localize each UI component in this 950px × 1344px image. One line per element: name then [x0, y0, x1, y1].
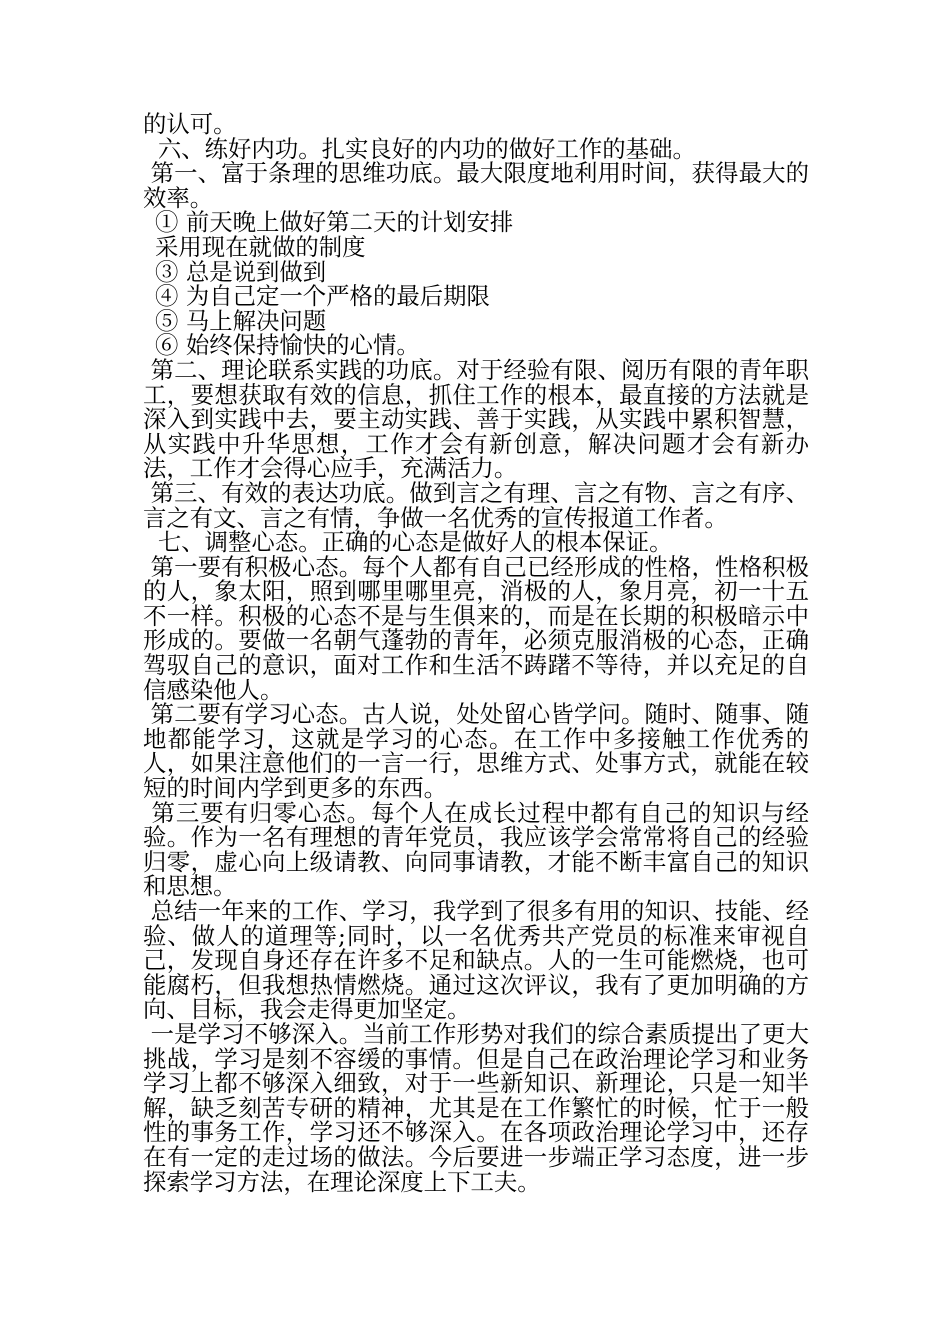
paragraph-positive-mindset: 第一要有积极心态。每个人都有自己已经形成的性格，性格积极的人，象太阳，照到哪里哪里亮，消极的人，象月亮，初一十五不一样。积极的心态不是与生俱来的，而是在长期的积极暗示中形成的。要做一名朝气蓬勃的青年，必须克服消极的心态，正确驾驭自己的意识，面对工作和生活不踌躇不等待，并以充足的自信感染他人。 [143, 552, 810, 704]
paragraph-practice-skill: 第二、理论联系实践的功底。对于经验有限、阅历有限的青年职工，要想获取有效的信息，抓住工作的根本，最直接的方法就是深入到实践中去，要主动实践、善于实践，从实践中累积智慧，从实践中升华思想，工作才会有新创意，解决问题才会有新办法，工作才会得心应手，充满活力。 [143, 355, 810, 483]
section-heading-7: 七、调整心态。正确的心态是做好人的根本保证。 [143, 528, 673, 557]
list-item-3: ③ 总是说到做到 [155, 257, 327, 286]
list-item-1: ① 前天晚上做好第二天的计划安排 [155, 208, 514, 237]
paragraph-continuation: 的认可。 [143, 110, 237, 138]
document-page [143, 112, 809, 1194]
paragraph-thinking-skill: 第一、富于条理的思维功底。最大限度地利用时间，获得最大的效率。 [143, 159, 810, 212]
list-item-4: ④ 为自己定一个严格的最后期限 [155, 282, 490, 311]
paragraph-learning-mindset: 第二要有学习心态。古人说，处处留心皆学问。随时、随事、随地都能学习，这就是学习的心态。在工作中多接触工作优秀的人，如果注意他们的一言一行，思维方式、处事方式，就能在较短的时间内学到更多的东西。 [143, 700, 810, 803]
paragraph-shortcoming-1: 一是学习不够深入。当前工作形势对我们的综合素质提出了更大挑战，学习是刻不容缓的事情。但是自己在政治理论学习和业务学习上都不够深入细致，对于一些新知识、新理论，只是一知半解，缺乏刻苦专研的精神，尤其是在工作繁忙的时候，忙于一般性的事务工作，学习还不够深入。在各项政治理论学习中，还存在有一定的走过场的做法。今后要进一步端正学习态度，进一步探索学习方法，在理论深度上下工夫。 [143, 1019, 810, 1196]
list-item-5: ⑤ 马上解决问题 [155, 306, 327, 335]
paragraph-expression-skill: 第三、有效的表达功底。做到言之有理、言之有物、言之有序、言之有文、言之有情，争做一名优秀的宣传报道工作者。 [143, 478, 810, 532]
section-heading-6: 六、练好内功。扎实良好的内功的做好工作的基础。 [143, 134, 696, 163]
paragraph-year-summary: 总结一年来的工作、学习，我学到了很多有用的知识、技能、经验、做人的道理等;同时，以一名优秀共产党员的标准来审视自己，发现自身还存在许多不足和缺点。人的一生可能燃烧，也可能腐朽，但我想热情燃烧。通过这次评议，我有了更加明确的方向、目标，我会走得更加坚定。 [143, 897, 810, 1024]
list-item-6: ⑥ 始终保持愉快的心情。 [155, 331, 420, 360]
paragraph-zero-mindset: 第三要有归零心态。每个人在成长过程中都有自己的知识与经验。作为一名有理想的青年党员，我应该学会常常将自己的经验归零，虚心向上级请教、向同事请教，才能不断丰富自己的知识和思想。 [143, 798, 809, 901]
list-item-2: 采用现在就做的制度 [155, 232, 366, 261]
